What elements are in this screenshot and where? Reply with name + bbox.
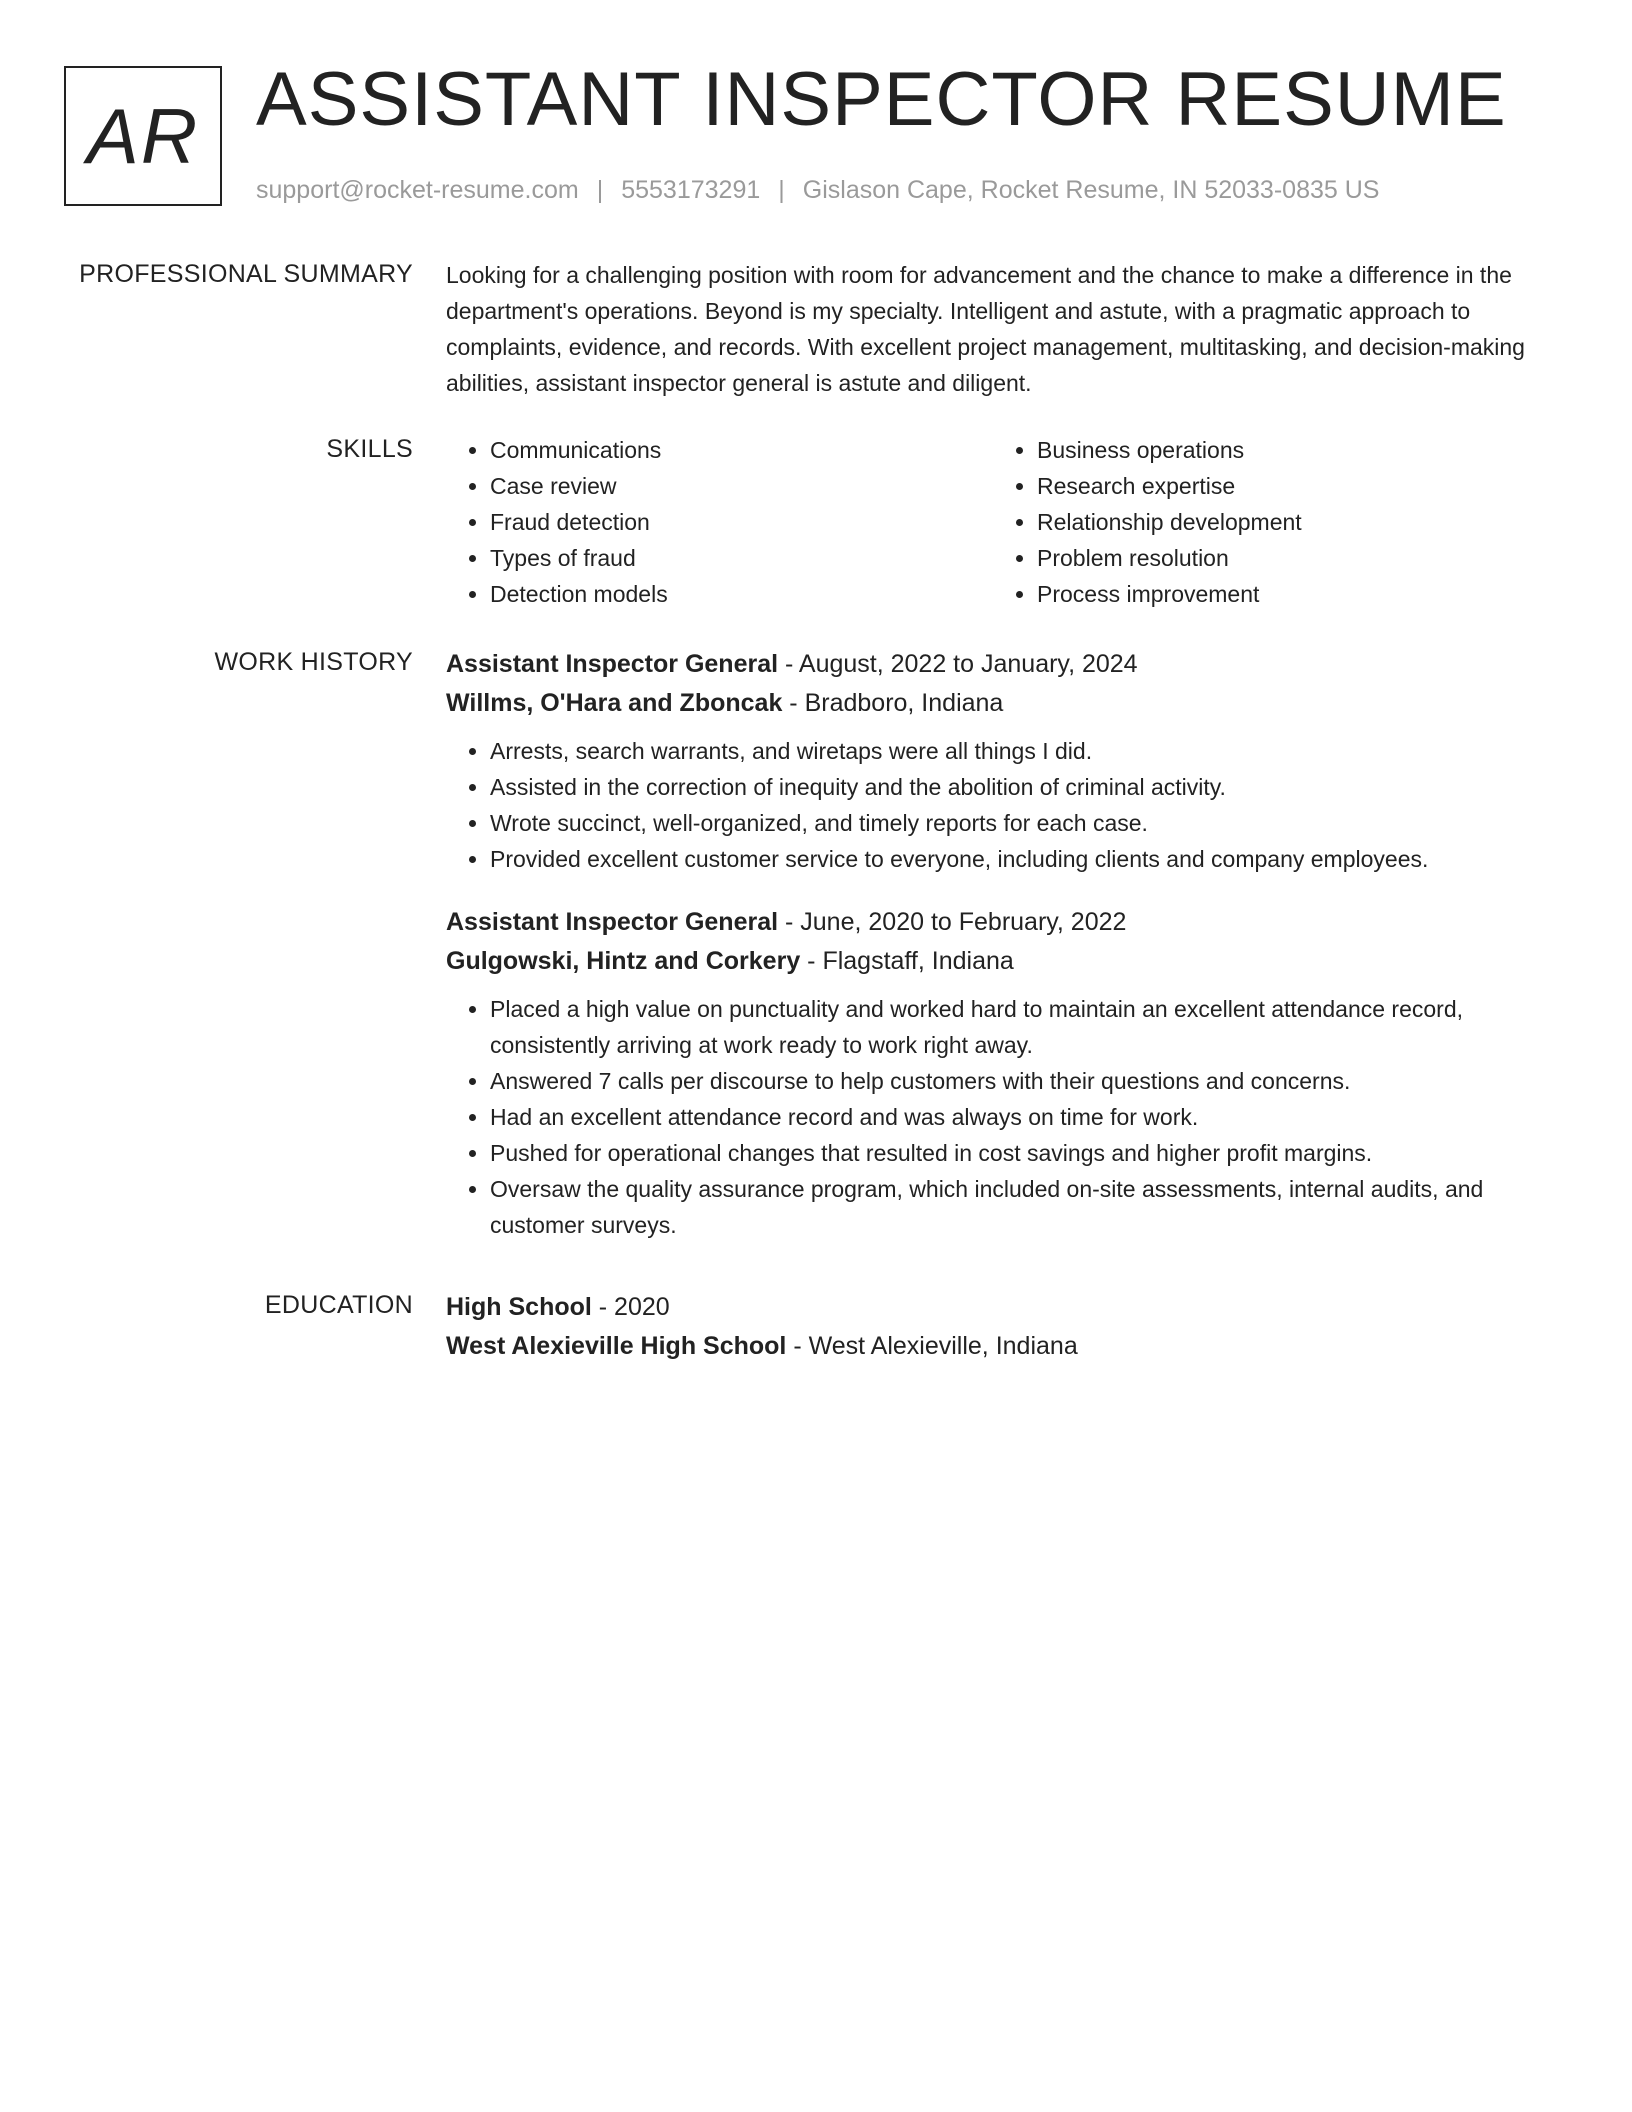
skill-item: • Problem resolution	[1037, 540, 1540, 576]
skills-list-left	[446, 432, 993, 612]
skill-item: • Relationship development	[1037, 504, 1540, 540]
skill-item: • Communications	[490, 432, 993, 468]
skill-item: • Fraud detection	[490, 504, 993, 540]
job-bullet: • Had an excellent attendance record and was always on time for work.	[490, 1099, 1561, 1135]
job-company: Gulgowski, Hintz and Corkery	[446, 947, 801, 975]
work-history-label: WORK HISTORY	[214, 648, 413, 676]
education-label: EDUCATION	[264, 1291, 413, 1319]
education-degree: High School	[446, 1293, 592, 1321]
job-dates: - June, 2020 to February, 2022	[778, 908, 1127, 936]
job-title: Assistant Inspector General	[446, 650, 779, 678]
job-location: - Flagstaff, Indiana	[800, 947, 1014, 975]
monogram-initials: AR	[86, 92, 200, 180]
education-school: West Alexieville High School	[446, 1332, 787, 1360]
summary-label: PROFESSIONAL SUMMARY	[79, 260, 413, 288]
job-title-line	[446, 645, 1561, 684]
education-degree-line	[446, 1288, 1561, 1327]
contact-address: Gislason Cape, Rocket Resume, IN 52033-0835 US	[802, 176, 1380, 204]
skill-item: • Research expertise	[1037, 468, 1540, 504]
monogram-box	[64, 66, 222, 206]
job-company-line	[446, 684, 1561, 723]
summary-body	[446, 257, 1561, 401]
skills-columns	[446, 432, 1561, 612]
skill-item: • Detection models	[490, 576, 993, 612]
contact-separator: |	[596, 176, 604, 204]
skill-item: • Process improvement	[1037, 576, 1540, 612]
job-bullet: • Placed a high value on punctuality and worked hard to maintain an excellent attendance record, consistently arriving at work ready to work right away.	[490, 991, 1561, 1063]
job-title-line	[446, 903, 1561, 942]
job-bullet: • Oversaw the quality assurance program, which included on-site assessments, internal audits, and customer surveys.	[490, 1171, 1561, 1243]
job-bullet: • Wrote succinct, well-organized, and timely reports for each case.	[490, 805, 1561, 841]
skills-label: SKILLS	[326, 435, 413, 463]
contact-email: support@rocket-resume.com	[256, 176, 579, 204]
summary-text: Looking for a challenging position with room for advancement and the chance to make a difference in the department's operations. Beyond is my specialty. Intelligent and astute, with a pragmatic approach to complaints, evidence, and records. With excellent project management, multitasking, and decision-making abilities, assistant inspector general is astute and diligent.	[446, 262, 1525, 396]
skills-body	[446, 432, 1561, 612]
job-dates: - August, 2022 to January, 2024	[778, 650, 1138, 678]
job-bullet: • Answered 7 calls per discourse to help customers with their questions and concerns.	[490, 1063, 1561, 1099]
job-bullet: • Assisted in the correction of inequity and the abolition of criminal activity.	[490, 769, 1561, 805]
contact-separator: |	[778, 176, 785, 204]
resume-title: ASSISTANT INSPECTOR RESUME	[256, 57, 1507, 142]
job-bullets	[446, 733, 1561, 877]
job-bullets	[446, 991, 1561, 1243]
job-location: - Bradboro, Indiana	[782, 689, 1004, 717]
education-school-line	[446, 1327, 1561, 1366]
education-year: - 2020	[591, 1293, 670, 1321]
skill-item: • Types of fraud	[490, 540, 993, 576]
job-company: Willms, O'Hara and Zboncak	[446, 689, 783, 717]
education-location: - West Alexieville, Indiana	[786, 1332, 1078, 1360]
education-body	[446, 1288, 1561, 1366]
work-history-body	[446, 645, 1561, 1269]
contact-line	[256, 174, 1379, 206]
job-bullet: • Pushed for operational changes that resulted in cost savings and higher profit margins.	[490, 1135, 1561, 1171]
job-bullet: • Arrests, search warrants, and wiretaps were all things I did.	[490, 733, 1561, 769]
job-entry	[446, 645, 1561, 877]
job-company-line	[446, 942, 1561, 981]
contact-phone: 5553173291	[621, 176, 761, 204]
skill-item: • Business operations	[1037, 432, 1540, 468]
job-bullet: • Provided excellent customer service to everyone, including clients and company employees.	[490, 841, 1561, 877]
skills-list-right	[993, 432, 1540, 612]
job-title: Assistant Inspector General	[446, 908, 779, 936]
job-entry	[446, 903, 1561, 1243]
skill-item: • Case review	[490, 468, 993, 504]
